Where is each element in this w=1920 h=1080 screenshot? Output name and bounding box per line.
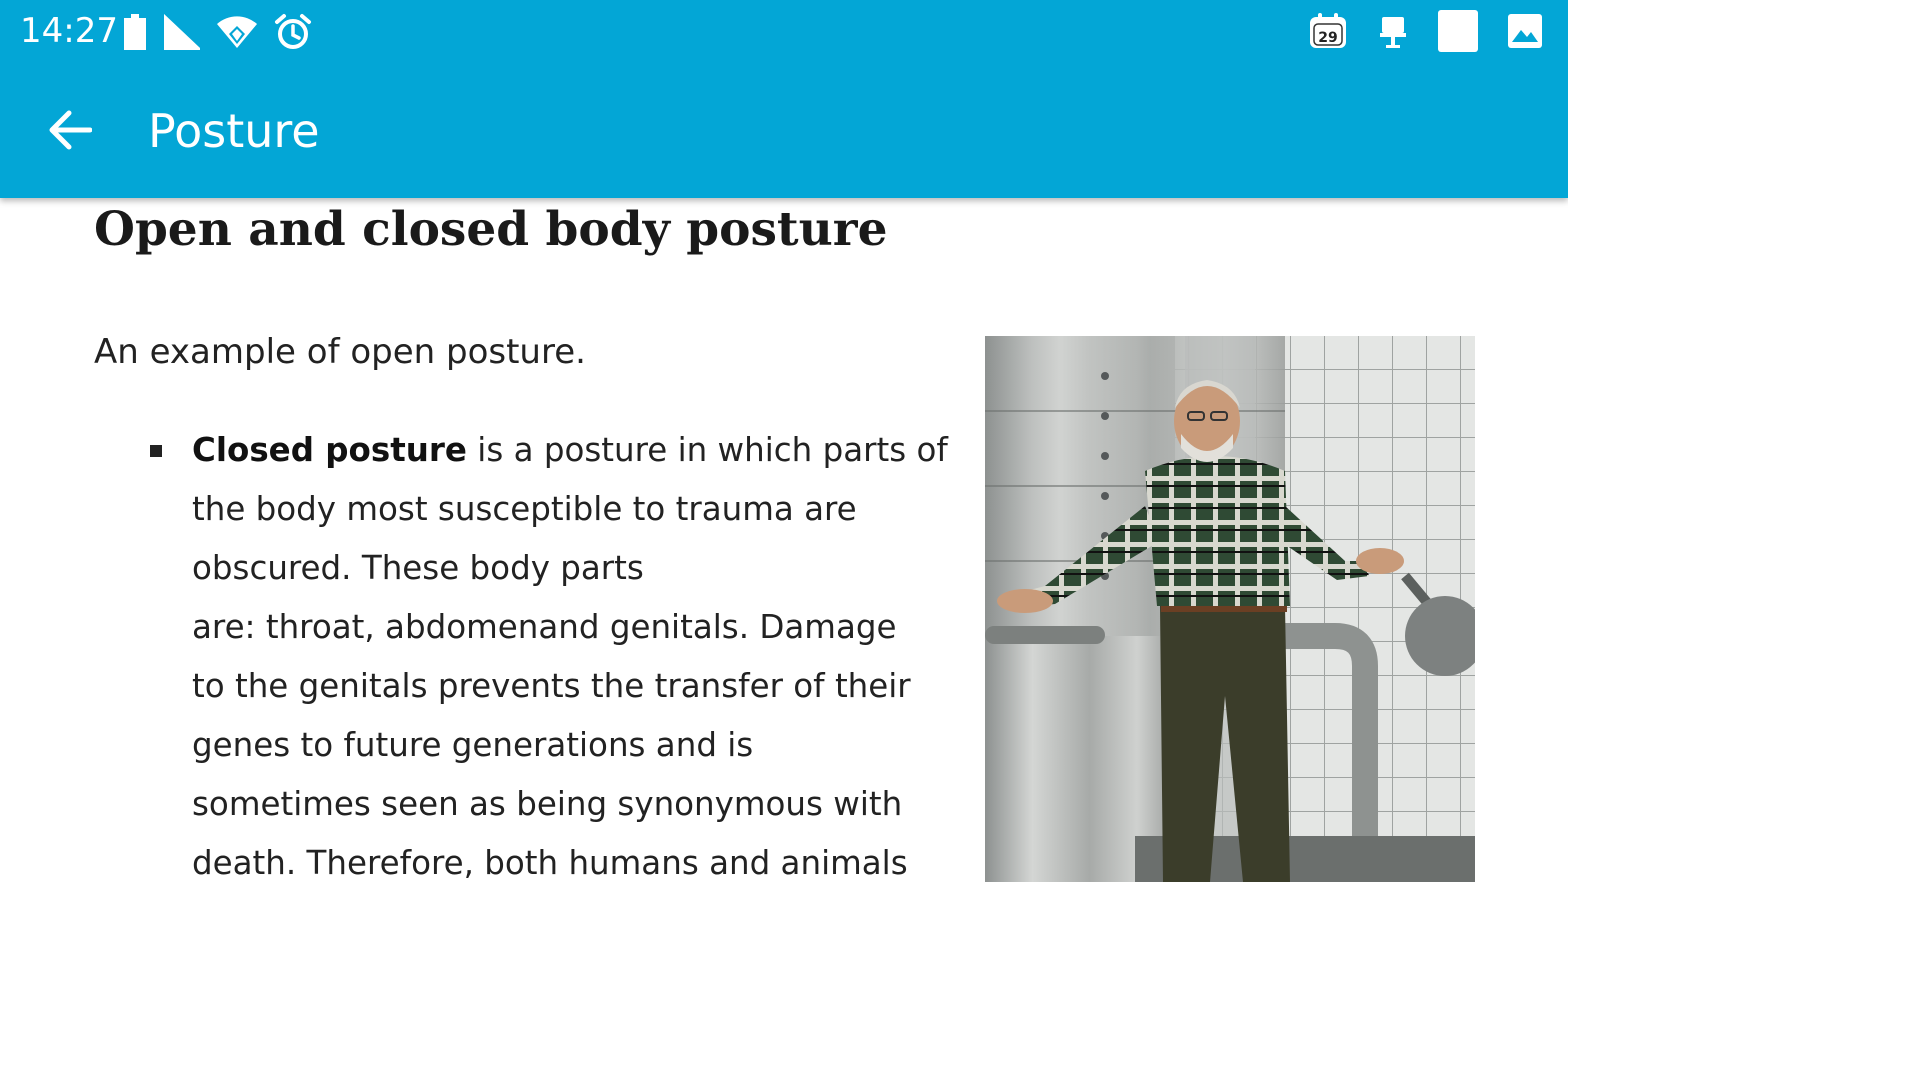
gallery-icon: [1508, 14, 1542, 48]
app-bar: [0, 0, 1568, 198]
page-title: Posture: [148, 104, 320, 158]
image-caption: An example of open posture.: [94, 332, 586, 372]
bullet-line: to the genitals prevents the transfer of their: [192, 667, 911, 705]
status-icons-right: [1308, 8, 1542, 54]
bullet-line: sometimes seen as being synonymous with: [192, 785, 903, 823]
bullet-term-link[interactable]: Closed posture: [192, 431, 467, 469]
section-heading: Open and closed body posture: [94, 202, 888, 257]
arrow-back-icon: [48, 110, 92, 150]
bullet-line: death. Therefore, both humans and animals: [192, 844, 908, 882]
bullet-list: [150, 421, 948, 882]
bullet-line: are: throat, abdomenand genitals. Damage: [192, 608, 897, 646]
status-icons-left: [122, 10, 312, 54]
battery-icon: [122, 14, 148, 50]
back-button[interactable]: [36, 96, 104, 164]
photo-illustration: [985, 336, 1475, 882]
bullet-line: the body most susceptible to trauma are: [192, 490, 857, 528]
bullet-square-icon: [150, 445, 162, 457]
bullet-line: genes to future generations and is: [192, 726, 754, 764]
status-time: 14:27: [20, 11, 118, 51]
list-item: [150, 421, 948, 882]
wifi-icon: [216, 14, 258, 50]
presentation-icon: [1378, 13, 1408, 49]
calendar-badge: 29: [1318, 30, 1338, 46]
bullet-line: [192, 421, 948, 480]
bullet-text: is a posture in which parts of: [466, 431, 948, 469]
cell-signal-icon: [164, 14, 200, 50]
article-photo[interactable]: [985, 336, 1475, 882]
alarm-clock-icon: [274, 13, 312, 51]
bullet-line: obscured. These body parts: [192, 549, 644, 587]
calendar-icon: [1308, 12, 1348, 50]
blank-notification-icon: [1438, 10, 1478, 52]
